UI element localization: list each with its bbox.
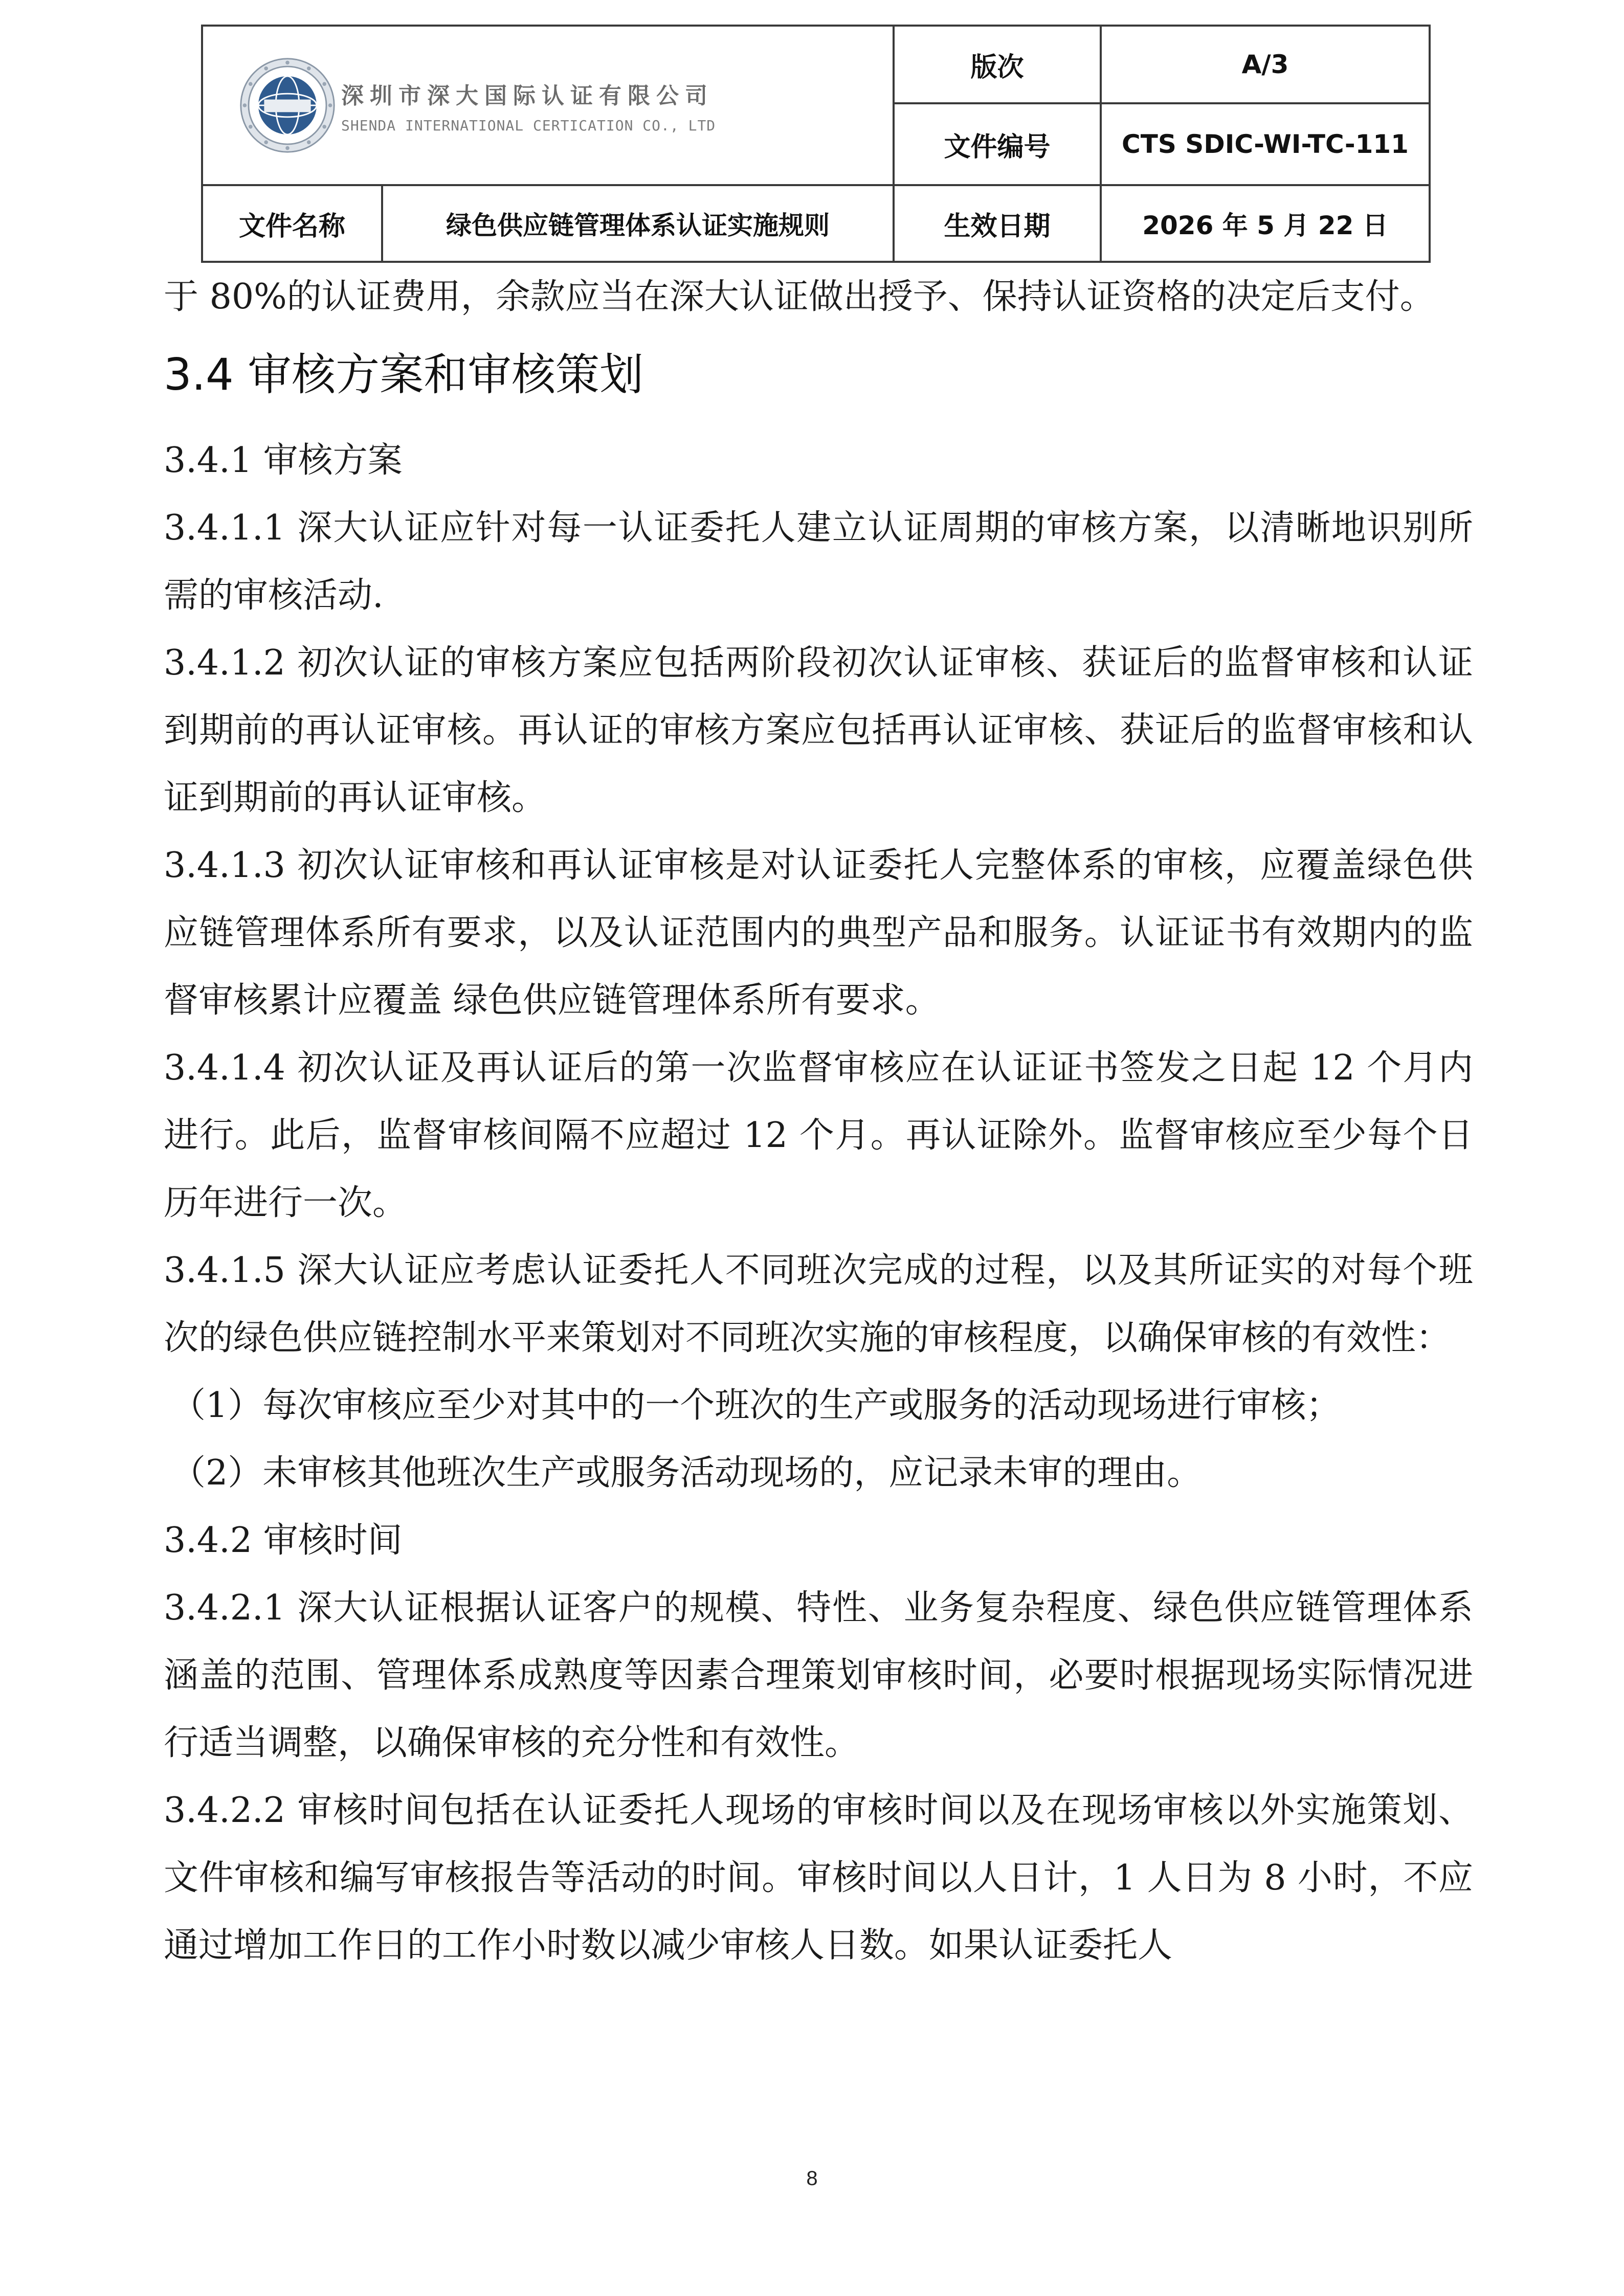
company-logo-cell: [202, 26, 894, 185]
document-header-table: [201, 25, 1431, 263]
clause-3-4-1-3: 3.4.1.3 初次认证审核和再认证审核是对认证委托人完整体系的审核，应覆盖绿色供应链管理体系所有要求，以及认证范围内的典型产品和服务。认证证书有效期内的监督审核累计应覆盖 绿色供应链管理体系所有要求。: [164, 845, 1473, 1021]
list-item-1: （1）每次审核应至少对其中的一个班次的生产或服务的活动现场进行审核；: [171, 1385, 1341, 1426]
doc-number-value: CTS SDIC-WI-TC-111: [1101, 103, 1430, 185]
clause-3-4-1-4: 3.4.1.4 初次认证及再认证后的第一次监督审核应在认证证书签发之日起 12 个月内进行。此后，监督审核间隔不应超过 12 个月。再认证除外。监督审核应至少每个日历年进行一次。: [164, 1048, 1473, 1223]
doc-name-label: 文件名称: [202, 185, 382, 262]
clause-3-4-2-1: 3.4.2.1 深大认证根据认证客户的规模、特性、业务复杂程度、绿色供应链管理体系涵盖的范围、管理体系成熟度等因素合理策划审核时间，必要时根据现场实际情况进行适当调整，以确保审核的充分性和有效性。: [164, 1588, 1473, 1763]
document-body: [164, 263, 1473, 1979]
version-label: 版次: [894, 26, 1101, 103]
list-item-2: （2）未审核其他班次生产或服务活动现场的，应记录未审的理由。: [171, 1453, 1202, 1493]
clause-3-4-1-2: 3.4.1.2 初次认证的审核方案应包括两阶段初次认证审核、获证后的监督审核和认证到期前的再认证审核。再认证的审核方案应包括再认证审核、获证后的监督审核和认证到期前的再认证审核。: [164, 643, 1473, 818]
company-name-english: SHENDA INTERNATIONAL CERTICATION CO., LTD: [341, 117, 716, 134]
clause-3-4-1-1: 3.4.1.1 深大认证应针对每一认证委托人建立认证周期的审核方案，以清晰地识别所需的审核活动.: [164, 508, 1473, 616]
effective-date-value: 2026 年 5 月 22 日: [1101, 185, 1430, 262]
company-seal-logo-icon: [239, 57, 336, 154]
section-heading: 3.4 审核方案和审核策划: [164, 349, 644, 400]
page-number: 8: [806, 2167, 818, 2190]
doc-name-value: 绿色供应链管理体系认证实施规则: [382, 185, 894, 262]
subsection-heading-341: 3.4.1 审核方案: [164, 440, 403, 481]
doc-number-label: 文件编号: [894, 103, 1101, 185]
version-value: A/3: [1101, 26, 1430, 103]
company-name-chinese: 深圳市深大国际认证有限公司: [341, 82, 714, 109]
intro-continuation-text: 于 80%的认证费用，余款应当在深大认证做出授予、保持认证资格的决定后支付。: [164, 277, 1435, 317]
subsection-heading-342: 3.4.2 审核时间: [164, 1520, 403, 1561]
effective-date-label: 生效日期: [894, 185, 1101, 262]
clause-3-4-2-2: 3.4.2.2 审核时间包括在认证委托人现场的审核时间以及在现场审核以外实施策划、文件审核和编写审核报告等活动的时间。审核时间以人日计，1 人日为 8 小时，不应通过增加工作日的工作小时数以减少审核人日数。如果认证委托人: [164, 1790, 1473, 1966]
clause-3-4-1-5: 3.4.1.5 深大认证应考虑认证委托人不同班次完成的过程，以及其所证实的对每个班次的绿色供应链控制水平来策划对不同班次实施的审核程度，以确保审核的有效性：: [164, 1250, 1473, 1358]
